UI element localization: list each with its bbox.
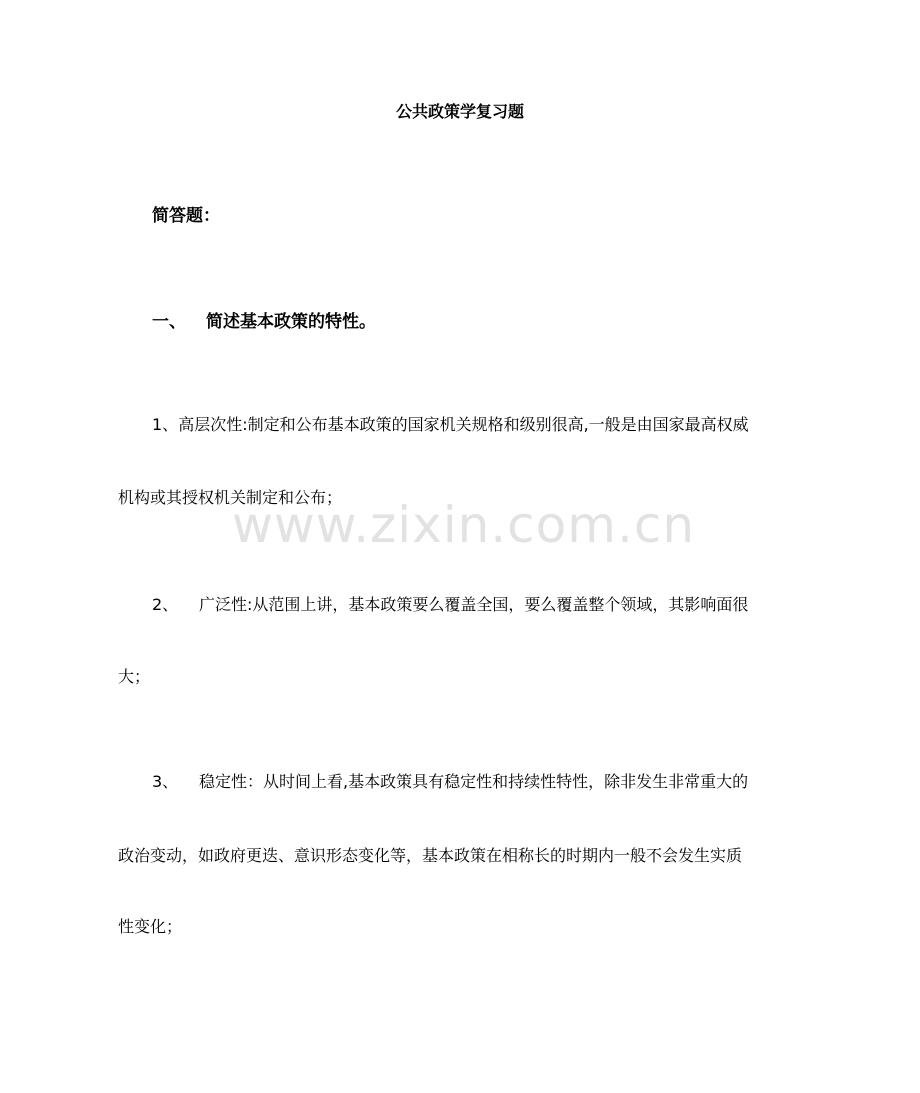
- watermark: www.zixin.com.cn: [232, 496, 696, 554]
- item-2-number: 2、: [152, 595, 179, 614]
- item-1-line-2: 机构或其授权机关制定和公布；: [118, 488, 343, 507]
- item-3-number: 3、: [152, 772, 179, 791]
- item-3-text-1: 稳定性：从时间上看,基本政策具有稳定性和持续性特性，除非发生非常重大的: [199, 772, 749, 791]
- item-3-line-3: 性变化；: [118, 917, 183, 936]
- item-2-line-2: 大；: [118, 667, 151, 686]
- item-3-line-2: 政治变动，如政府更迭、意识形态变化等，基本政策在相称长的时期内一般不会发生实质: [118, 846, 743, 865]
- question-text: 简述基本政策的特性。: [206, 312, 376, 332]
- item-1-line-1: [152, 413, 749, 437]
- question-heading: [152, 309, 376, 335]
- item-2-text-1: 广泛性:从范围上讲，基本政策要么覆盖全国，要么覆盖整个领域，其影响面很: [199, 595, 749, 614]
- section-label: 简答题：: [152, 206, 220, 226]
- item-1-text-1: 高层次性:制定和公布基本政策的国家机关规格和级别很高,一般是由国家最高权威: [178, 415, 749, 434]
- document-title: 公共政策学复习题: [395, 102, 524, 121]
- item-2-line-1: [152, 593, 748, 617]
- item-3-line-1: [152, 770, 748, 794]
- item-1-number: 1、: [152, 415, 179, 434]
- question-number: 一、: [152, 312, 186, 332]
